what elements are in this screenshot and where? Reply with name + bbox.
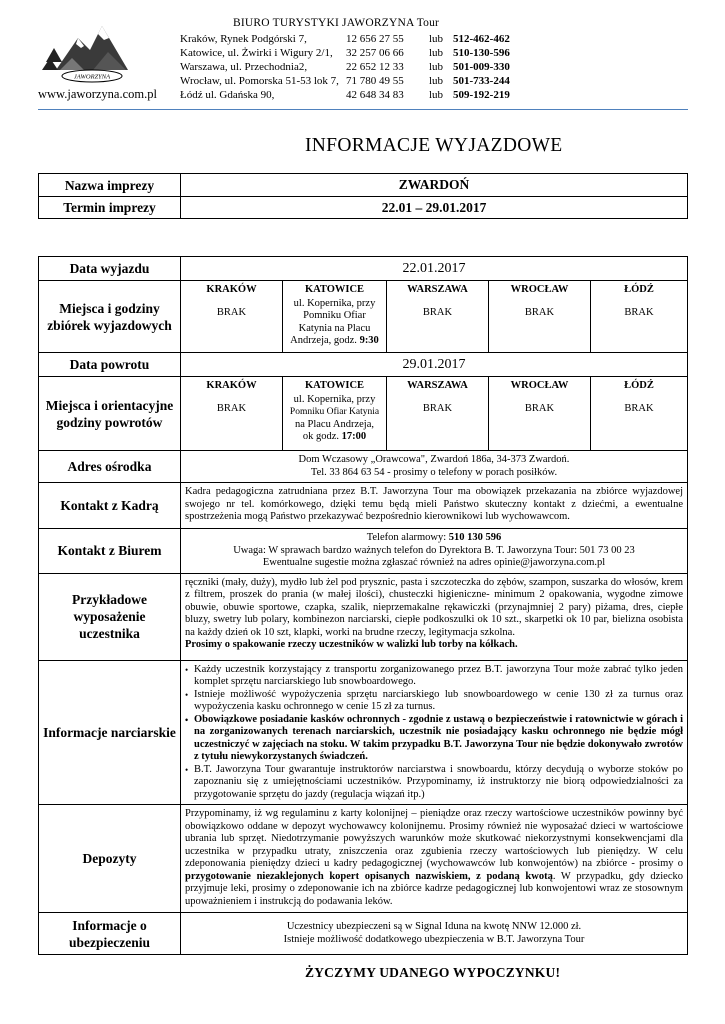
return-krakow: KRAKÓW BRAK (181, 377, 283, 451)
insurance-text: Uczestnicy ubezpieczeni są w Signal Iduna na kwotę NNW 12.000 zł. Istnieje możliwość dodatkowego ubezpieczenia w B.T. Jaworzyna Tour (181, 913, 688, 955)
alarm-phone: 510 130 596 (448, 532, 502, 543)
staff-contact-text: Kadra pedagogiczna zatrudniana przez B.T. Jaworzyna Tour ma obowiązek przekazania na zbiórce wyjazdowej swojego nr tel. komórkowego, dzięki temu będą mieli Państwo skuteczny kontakt z dziećmi, a ewentualne spostrzeżenia mogą Państwo przekazywać bezpośrednio kierownikowi lub wychowawcom. (181, 483, 688, 529)
departure-date-label: Data wyjazdu (39, 257, 181, 281)
equipment-label: Przykładowe wyposażenie uczestnika (39, 573, 181, 660)
list-item: • B.T. Jaworzyna Tour gwarantuje instruktorów narciarstwa i snowboardu, którzy decydują o wyborze stoków po zapoznaniu się z umiejętnościami uczestników. Przypominamy, iż instruktorzy nie biorą odpowiedzialności za przygotowanie sprzętu do jazdy (regulacja wiązań itp.) (185, 763, 683, 800)
event-term-label: Termin imprezy (39, 197, 181, 219)
company-logo (38, 18, 146, 84)
departure-katowice: KATOWICE ul. Kopernika, przy Pomniku Ofiar Katynia na Placu Andrzeja, godz. 9:30 (283, 281, 387, 353)
header-divider (38, 109, 688, 110)
departure-warszawa: WARSZAWA BRAK (387, 281, 489, 353)
departure-points-label: Miejsca i godziny zbiórek wyjazdowych (39, 281, 181, 353)
travel-info-table (38, 256, 688, 955)
deposits-text: Przypominamy, iż wg regulaminu z karty kolonijnej – pieniądze oraz rzeczy wartościowe uczestników powinny być obowiązkowo oddane w depozyt wychowawcy kolonijnemu. Prosimy również nie wyposażać dzieci w wartościowe ubrania lub sprzęt. Niedotrzymanie powyższych warunków może skutkować niekorzystnymi konsekwencjami dla uczestnika w przypadku utraty, zniszczenia oraz zgubienia rzeczy wartościowych lub pieniędzy. W celu zdeponowania pieniędzy dzieci u kadry pedagogicznej (wychowawców lub konwojentów) na zbiórce - prosimy o przygotowanie niezaklejonych kopert opisanych nazwiskiem, z podaną kwotą. W przypadku, gdy dziecko przyjmuje leki, prosimy o zdeponowanie ich na zbiórce kadrze pedagogicznej lub konwojentowi wraz ze stosownym upoważnieniem i instrukcją do podawania leków. (181, 805, 688, 913)
event-term-value: 22.01 – 29.01.2017 (181, 197, 688, 219)
return-date-value: 29.01.2017 (181, 353, 688, 377)
departure-krakow: KRAKÓW BRAK (181, 281, 283, 353)
equipment-text: ręczniki (mały, duży), mydło lub żel pod prysznic, pasta i szczoteczka do zębów, szampon, suszarka do włosów, krem z filtrem, proszek do prania (w małej ilości), chusteczki higieniczne- minimum 2 opakowania, wygodne zimowe obuwie, obuwie sportowe, czapka, szalik, nieprzemakalne rękawiczki (przynajmniej 2 pary) piżama, dres, ciepłe bluzy, swetry lub polary, kombinezon narciarski, ciepłe podkoszulki ok 10 szt., skarpetki ok 10 par, bielizna osobista na każdy dzień ok 10 szt, klapki, worki na brudne rzeczy, legitymacja szkolna. Prosimy o spakowanie rzeczy uczestników w walizki lub torby na kółkach. (181, 573, 688, 660)
list-item: • Istnieje możliwość wypożyczenia sprzętu narciarskiego lub snowboardowego w cenie 130 zł za turnus oraz wypożyczenia kasku ochronnego w cenie 15 zł za turnus. (185, 688, 683, 712)
ski-info-list (181, 660, 688, 805)
return-date-label: Data powrotu (39, 353, 181, 377)
address-value: Dom Wczasowy „Orawcowa", Zwardoń 186a, 34-373 Zwardoń. Tel. 33 864 63 54 - prosimy o telefony w porach posiłków. (181, 451, 688, 483)
departure-lodz: ŁÓDŹ BRAK (591, 281, 688, 353)
website-link[interactable]: www.jaworzyna.com.pl (38, 87, 157, 101)
return-lodz: ŁÓDŹ BRAK (591, 377, 688, 451)
office-contact-text: Telefon alarmowy: 510 130 596 Uwaga: W sprawach bardzo ważnych telefon do Dyrektora B. T. Jaworzyna Tour: 501 73 00 23 Ewentualne sugestie można zgłaszać również na adres opinie@jaworzyna.com.pl (181, 529, 688, 574)
closing-wish: ŻYCZYMY UDANEGO WYPOCZYNKU! (305, 965, 561, 980)
return-katowice: KATOWICE ul. Kopernika, przy Pomniku Ofiar Katynia na Placu Andrzeja, ok godz. 17:00 (283, 377, 387, 451)
departure-wroclaw: WROCŁAW BRAK (489, 281, 591, 353)
return-warszawa: WARSZAWA BRAK (387, 377, 489, 451)
deposits-label: Depozyty (39, 805, 181, 913)
page-title: INFORMACJE WYJAZDOWE (305, 135, 563, 156)
event-name-label: Nazwa imprezy (39, 174, 181, 197)
departure-date-value: 22.01.2017 (181, 257, 688, 281)
insurance-label: Informacje o ubezpieczeniu (39, 913, 181, 955)
staff-contact-label: Kontakt z Kadrą (39, 483, 181, 529)
return-wroclaw: WROCŁAW BRAK (489, 377, 591, 451)
event-table (38, 173, 688, 219)
address-label: Adres ośrodka (39, 451, 181, 483)
logo-wordmark: JAWORZYNA (73, 73, 111, 81)
list-item: • Obowiązkowe posiadanie kasków ochronnych - zgodnie z ustawą o bezpieczeństwie i ratownictwie w górach i na zorganizowanych terenach narciarskich, uczestnik nie posiadający kasku ochronnego nie będzie mógł uczestniczyć w zajęciach na stoku. W takim przypadku B.T. Jaworzyna Tour nie będzie dokonywało zwrotów z tytułu niewykorzystanych świadczeń. (185, 713, 683, 762)
company-name: BIURO TURYSTYKI JAWORZYNA Tour (233, 17, 440, 29)
return-points-label: Miejsca i orientacyjne godziny powrotów (39, 377, 181, 451)
ski-info-label: Informacje narciarskie (39, 660, 181, 805)
office-contact-label: Kontakt z Biurem (39, 529, 181, 574)
event-name-value: ZWARDOŃ (181, 174, 688, 197)
list-item: • Każdy uczestnik korzystający z transportu zorganizowanego przez B.T. jaworzyna Tour może zabrać tylko jeden komplet sprzętu narciarskiego lub snowboardowego. (185, 663, 683, 687)
